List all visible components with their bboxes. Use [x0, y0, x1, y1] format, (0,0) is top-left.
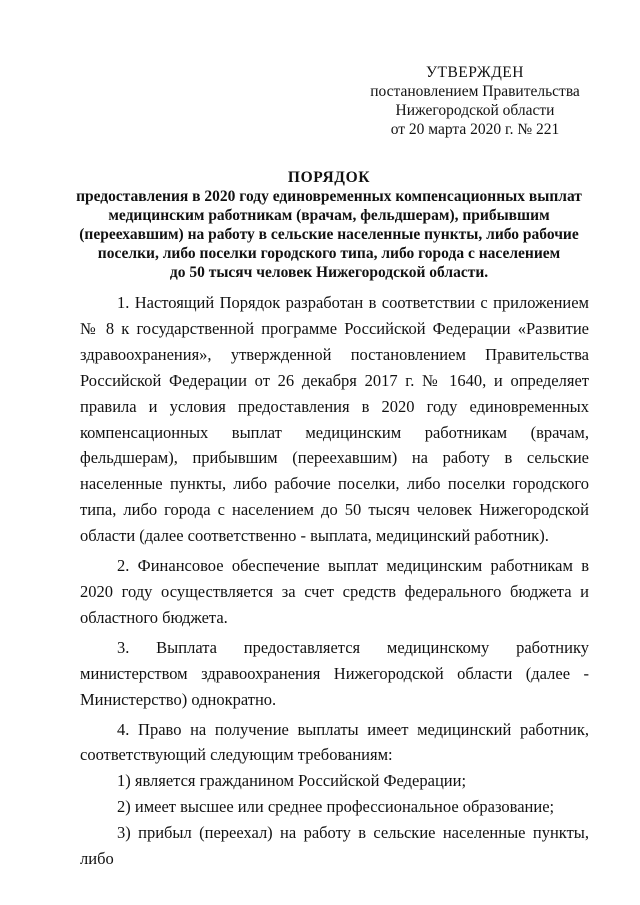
list-item-1: 1) является гражданином Российской Федерации;	[117, 771, 467, 791]
title-line: до 50 тысяч человек Нижегородской области.	[169, 264, 489, 281]
paragraph-1: 1. Настоящий Порядок разработан в соответствии с приложением № 8 к государственной программе Российской Федерации «Развитие здравоохранения», утвержденной постановлением Правительства Российской Федерации от 26 декабря 2017 г. № 1640, и определяет правила и условия предоставления в 2020 году единовременных компенсационных выплат медицинским работникам (врачам, фельдшерам), прибывшим (переехавшим) на работу в сельские населенные пункты, либо рабочие поселки, либо поселки городского типа, либо города с населением до 50 тысяч человек Нижегородской области (далее соответственно - выплата, медицинский работник).	[80, 293, 589, 546]
list-item-3: 3) прибыл (переехал) на работу в сельские населенные пункты, либо	[80, 823, 589, 869]
approval-date: от 20 марта 2020 г. № 221	[390, 121, 560, 138]
title-line: медицинским работникам (врачам, фельдшерам), прибывшим	[108, 207, 550, 224]
paragraph-4: 4. Право на получение выплаты имеет медицинский работник, соответствующий следующим требованиям:	[80, 719, 589, 765]
list-item-2: 2) имеет высшее или среднее профессиональное образование;	[117, 797, 555, 817]
document-body	[80, 290, 589, 872]
paragraph-3: 3. Выплата предоставляется медицинскому работнику министерством здравоохранения Нижегородской области (далее - Министерство) однократно.	[80, 637, 589, 709]
approval-heading: УТВЕРЖДЕН	[426, 64, 524, 81]
title-line: (переехавшим) на работу в сельские населенные пункты, либо рабочие	[79, 226, 579, 243]
title-line: предоставления в 2020 году единовременных компенсационных выплат	[76, 188, 582, 205]
title-line: поселки, либо поселки городского типа, либо города с населением	[97, 245, 561, 262]
approval-line: постановлением Правительства	[370, 83, 580, 100]
approval-line: Нижегородской области	[395, 102, 555, 119]
approval-stamp	[360, 63, 590, 139]
document-title	[60, 168, 598, 282]
title-heading: ПОРЯДОК	[287, 169, 371, 186]
paragraph-2: 2. Финансовое обеспечение выплат медицинским работникам в 2020 году осуществляется за счет средств федерального бюджета и областного бюджета.	[80, 556, 589, 627]
